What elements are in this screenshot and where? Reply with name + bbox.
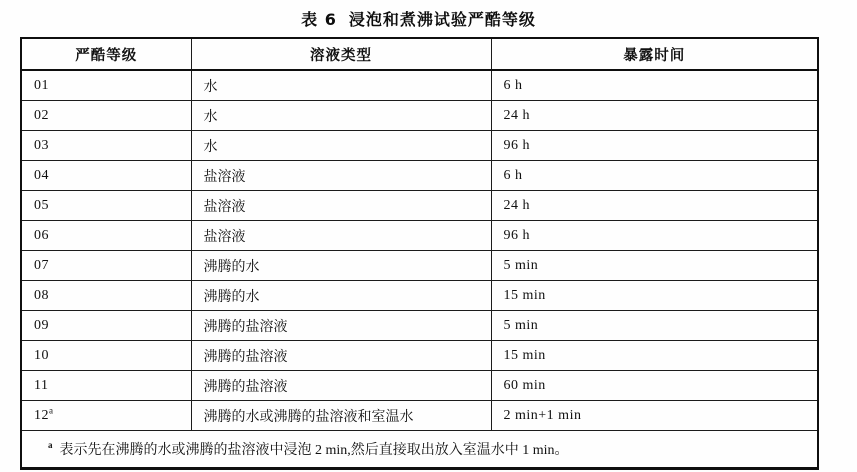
cell-solution-type: 沸腾的水或沸腾的盐溶液和室温水 xyxy=(191,401,491,431)
cell-severity-level: 10 xyxy=(21,341,191,371)
cell-severity-level: 08 xyxy=(21,281,191,311)
footnote-row xyxy=(21,431,818,469)
table-row xyxy=(21,70,818,101)
header-solution-type: 溶液类型 xyxy=(191,38,491,70)
cell-severity-level: 09 xyxy=(21,311,191,341)
cell-exposure-time: 2 min+1 min xyxy=(491,401,818,431)
cell-exposure-time: 15 min xyxy=(491,281,818,311)
cell-exposure-time: 24 h xyxy=(491,191,818,221)
table-row xyxy=(21,341,818,371)
table-row xyxy=(21,101,818,131)
cell-solution-type: 水 xyxy=(191,131,491,161)
table-row xyxy=(21,311,818,341)
severity-table xyxy=(20,37,819,470)
cell-exposure-time: 6 h xyxy=(491,161,818,191)
table-row xyxy=(21,221,818,251)
cell-solution-type: 盐溶液 xyxy=(191,221,491,251)
table-row xyxy=(21,401,818,431)
footnote-cell xyxy=(21,431,818,469)
cell-exposure-time: 96 h xyxy=(491,221,818,251)
cell-exposure-time: 15 min xyxy=(491,341,818,371)
cell-severity-level: 12$^a$ xyxy=(21,401,191,431)
table-body xyxy=(21,70,818,431)
header-row xyxy=(21,38,818,70)
cell-exposure-time: 6 h xyxy=(491,70,818,101)
table-title-text: 浸泡和煮沸试验严酷等级 xyxy=(348,10,536,29)
cell-solution-type: 盐溶液 xyxy=(191,191,491,221)
cell-severity-level: 11 xyxy=(21,371,191,401)
cell-exposure-time: 24 h xyxy=(491,101,818,131)
cell-solution-type: 水 xyxy=(191,101,491,131)
table-number: 表 6 xyxy=(301,10,337,29)
cell-solution-type: 沸腾的盐溶液 xyxy=(191,341,491,371)
table-row xyxy=(21,161,818,191)
cell-exposure-time: 96 h xyxy=(491,131,818,161)
footnote-text: 表示先在沸腾的水或沸腾的盐溶液中浸泡 2 min,然后直接取出放入室温水中 1 min。 xyxy=(59,443,569,458)
table-title xyxy=(20,7,817,30)
cell-solution-type: 沸腾的水 xyxy=(191,251,491,281)
cell-exposure-time: 60 min xyxy=(491,371,818,401)
cell-severity-level: 03 xyxy=(21,131,191,161)
cell-solution-type: 盐溶液 xyxy=(191,161,491,191)
cell-severity-level: 07 xyxy=(21,251,191,281)
cell-severity-level: 05 xyxy=(21,191,191,221)
table-row xyxy=(21,131,818,161)
header-exposure-time: 暴露时间 xyxy=(491,38,818,70)
cell-severity-level: 02 xyxy=(21,101,191,131)
cell-exposure-time: 5 min xyxy=(491,251,818,281)
header-severity-level: 严酷等级 xyxy=(21,38,191,70)
table-row xyxy=(21,281,818,311)
cell-solution-type: 沸腾的水 xyxy=(191,281,491,311)
cell-severity-level: 04 xyxy=(21,161,191,191)
cell-solution-type: 沸腾的盐溶液 xyxy=(191,371,491,401)
cell-severity-level: 06 xyxy=(21,221,191,251)
table-row xyxy=(21,371,818,401)
cell-solution-type: 水 xyxy=(191,70,491,101)
table-row xyxy=(21,251,818,281)
cell-severity-level: 01 xyxy=(21,70,191,101)
cell-solution-type: 沸腾的盐溶液 xyxy=(191,311,491,341)
table-row xyxy=(21,191,818,221)
footnote-marker: a xyxy=(48,440,53,451)
cell-exposure-time: 5 min xyxy=(491,311,818,341)
